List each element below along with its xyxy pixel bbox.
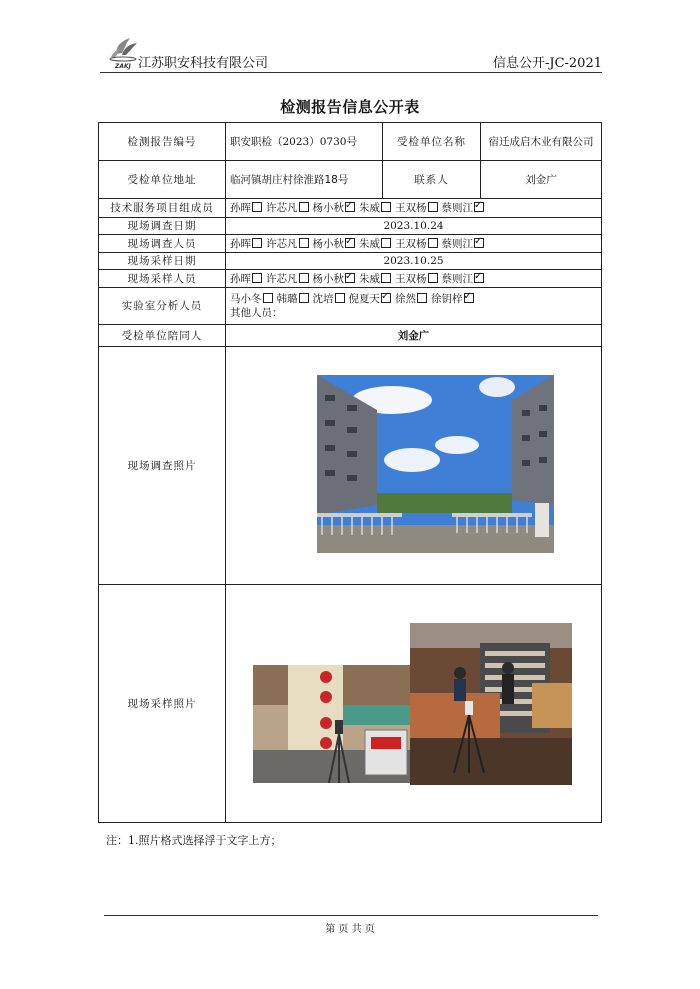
wood-workshop-photo	[410, 623, 572, 785]
address-label: 受检单位地址	[99, 161, 226, 199]
member-name: 朱威	[359, 272, 380, 285]
escort-value: 刘金广	[226, 325, 602, 347]
sampling-photo-cell	[226, 585, 602, 823]
table-row	[99, 288, 602, 325]
member-checkbox	[381, 202, 391, 212]
member-checkbox	[299, 273, 309, 283]
sampling-date-label: 现场采样日期	[99, 253, 226, 270]
lab-label: 实验室分析人员	[99, 288, 226, 325]
member-name: 朱威	[359, 202, 380, 214]
lab-staff-cell	[226, 288, 602, 325]
table-row	[99, 325, 602, 347]
member-checkbox	[428, 202, 438, 212]
address-value: 临河镇胡庄村徐淮路18号	[226, 161, 383, 199]
lab-other-label: 其他人员：	[230, 307, 283, 319]
member-checkbox	[263, 293, 273, 303]
member-checkbox	[299, 238, 309, 248]
member-name: 孙晖	[230, 202, 251, 214]
table-row	[99, 161, 602, 199]
document-number: 信息公开-JC-2021	[492, 56, 602, 71]
member-checkbox	[417, 293, 427, 303]
report-no-label: 检测报告编号	[99, 123, 226, 161]
page-header	[100, 34, 602, 73]
sampling-date-value: 2023.10.25	[226, 253, 602, 270]
member-checkbox	[345, 238, 355, 248]
member-name: 倪夏天	[348, 293, 380, 305]
member-name: 徐钥梓	[431, 293, 463, 305]
sampling-machine-photo	[253, 665, 411, 783]
member-checkbox	[252, 202, 262, 212]
lab-staff	[230, 292, 597, 306]
member-name: 徐然	[395, 293, 416, 305]
sampling-staff-label: 现场采样人员	[99, 270, 226, 288]
member-name: 蔡则江	[441, 272, 473, 285]
member-name: 马小冬	[230, 293, 262, 305]
member-checkbox	[345, 202, 355, 212]
contact-value: 刘金广	[481, 161, 602, 199]
member-checkbox	[474, 202, 484, 212]
svg-text:ZAKJ: ZAKJ	[115, 63, 131, 70]
member-name: 沈培	[312, 293, 334, 305]
member-name: 蔡则江	[441, 237, 473, 250]
member-name: 韩璐	[276, 293, 298, 305]
team-members	[226, 199, 602, 218]
member-name: 朱威	[359, 237, 380, 250]
member-checkbox	[299, 202, 309, 212]
table-row	[99, 585, 602, 823]
contact-label: 联系人	[383, 161, 481, 199]
member-name: 杨小秋	[312, 237, 344, 250]
table-row	[99, 123, 602, 161]
survey-date-value: 2023.10.24	[226, 218, 602, 235]
member-checkbox	[428, 273, 438, 283]
member-name: 许芯凡	[266, 237, 298, 250]
member-checkbox	[381, 293, 391, 303]
table-row	[99, 199, 602, 218]
footer-divider	[104, 915, 598, 916]
footnote: 注：1.照片格式选择浮于文字上方；	[106, 834, 282, 847]
member-name: 孙晖	[230, 272, 251, 285]
member-checkbox	[474, 238, 484, 248]
member-name: 蔡则江	[441, 202, 473, 214]
page-footer: 第 页 共 页	[325, 924, 375, 935]
member-checkbox	[474, 273, 484, 283]
survey-photo-label: 现场调查照片	[99, 347, 226, 585]
member-checkbox	[252, 238, 262, 248]
company-name: 江苏职安科技有限公司	[138, 56, 269, 71]
team-label: 技术服务项目组成员	[99, 199, 226, 218]
info-table	[98, 122, 602, 823]
member-checkbox	[381, 273, 391, 283]
table-row	[99, 253, 602, 270]
member-name: 杨小秋	[312, 272, 344, 285]
survey-staff	[226, 235, 602, 253]
sampling-photo-label: 现场采样照片	[99, 585, 226, 823]
member-checkbox	[335, 293, 345, 303]
table-row	[99, 235, 602, 253]
member-name: 许芯凡	[266, 272, 298, 285]
member-name: 王双杨	[395, 237, 427, 250]
factory-building-photo	[317, 375, 554, 553]
sampling-staff	[226, 270, 602, 288]
member-name: 杨小秋	[312, 202, 344, 214]
member-name: 王双杨	[395, 202, 427, 214]
member-name: 孙晖	[230, 237, 251, 250]
page-title: 检测报告信息公开表	[280, 98, 420, 116]
member-checkbox	[299, 293, 309, 303]
report-no-value: 职安职检（2023）0730号	[226, 123, 383, 161]
company-logo-icon	[106, 34, 140, 70]
member-checkbox	[464, 293, 474, 303]
member-checkbox	[381, 238, 391, 248]
table-row	[99, 270, 602, 288]
unit-name-label: 受检单位名称	[383, 123, 481, 161]
member-checkbox	[252, 273, 262, 283]
survey-staff-label: 现场调查人员	[99, 235, 226, 253]
member-checkbox	[345, 273, 355, 283]
survey-date-label: 现场调查日期	[99, 218, 226, 235]
unit-name-value: 宿迁成启木业有限公司	[481, 123, 602, 161]
survey-photo-cell	[226, 347, 602, 585]
escort-label: 受检单位陪同人	[99, 325, 226, 347]
table-row	[99, 347, 602, 585]
member-name: 许芯凡	[266, 202, 298, 214]
table-row	[99, 218, 602, 235]
member-checkbox	[428, 238, 438, 248]
member-name: 王双杨	[395, 272, 427, 285]
